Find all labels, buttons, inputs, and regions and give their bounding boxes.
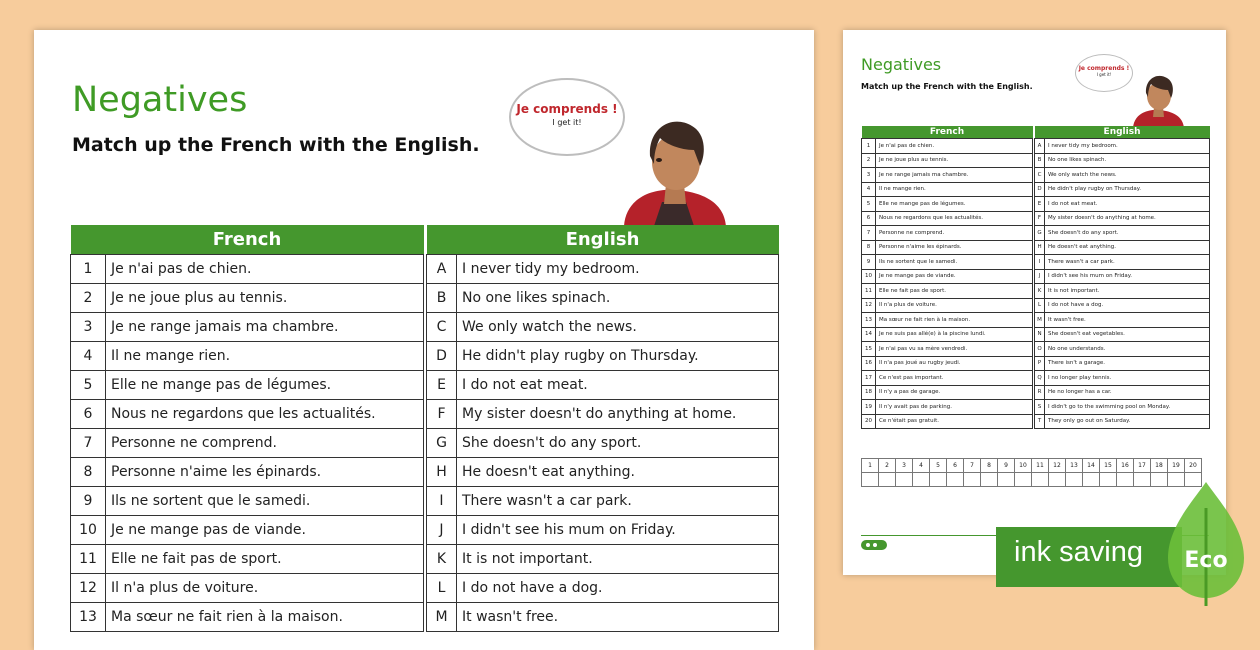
ink-saving-label: ink saving — [1014, 536, 1143, 568]
worksheet-preview-large — [34, 30, 814, 650]
thumbnail-student-illustration — [1128, 70, 1188, 128]
publisher-logo-icon — [861, 538, 891, 552]
table-row: 17 Ce n'est pas important. Q I no longer play tennis. — [862, 371, 1210, 386]
table-row: 10 Je ne mange pas de viande. J I didn't see his mum on Friday. — [71, 516, 779, 545]
thumbnail-title: Negatives — [861, 55, 942, 74]
eco-label: Eco — [1184, 548, 1228, 573]
french-column-header: French — [71, 225, 424, 255]
thumbnail-instructions: Match up the French with the English. — [861, 82, 1033, 91]
table-row: 3 Je ne range jamais ma chambre. C We only watch the news. — [71, 313, 779, 342]
table-row: 4 Il ne mange rien. D He didn't play rugby on Thursday. — [71, 342, 779, 371]
table-row: 19 Il n'y avait pas de parking. S I didn't go to the swimming pool on Monday. — [862, 400, 1210, 415]
table-row: 9 Ils ne sortent que le samedi. I There wasn't a car park. — [71, 487, 779, 516]
worksheet-instructions: Match up the French with the English. — [72, 134, 480, 156]
table-row: 15 Je n'ai pas vu sa mère vendredi. O No one understands. — [862, 342, 1210, 357]
eco-leaf-icon — [1158, 478, 1254, 608]
table-row: 9 Ils ne sortent que le samedi. I There wasn't a car park. — [862, 255, 1210, 270]
table-row: 18 Il n'y a pas de garage. R He no longer has a car. — [862, 385, 1210, 400]
speech-bubble-french: Je comprends ! — [516, 102, 618, 116]
table-row: 7 Personne ne comprend. G She doesn't do any sport. — [71, 429, 779, 458]
table-row: 14 Je ne suis pas allé(e) à la piscine lundi. N She doesn't eat vegetables. — [862, 327, 1210, 342]
table-row: 1 Je n'ai pas de chien. A I never tidy my bedroom. — [862, 139, 1210, 154]
table-row: 2 Je ne joue plus au tennis. B No one likes spinach. — [71, 284, 779, 313]
thumbnail-bubble-french: Je comprends ! — [1078, 65, 1130, 72]
table-row: 3 Je ne range jamais ma chambre. C We only watch the news. — [862, 168, 1210, 183]
thumbnail-bubble-english: I get it! — [1096, 72, 1112, 77]
table-row: 13 Ma sœur ne fait rien à la maison. M It wasn't free. — [71, 603, 779, 632]
thumbnail-matching-table — [861, 126, 1210, 429]
table-row: 5 Elle ne mange pas de légumes. E I do not eat meat. — [862, 197, 1210, 212]
table-row: 7 Personne ne comprend. G She doesn't do any sport. — [862, 226, 1210, 241]
table-row: 2 Je ne joue plus au tennis. B No one likes spinach. — [862, 153, 1210, 168]
table-row: 13 Ma sœur ne fait rien à la maison. M It wasn't free. — [862, 313, 1210, 328]
table-row: 10 Je ne mange pas de viande. J I didn't see his mum on Friday. — [862, 269, 1210, 284]
table-row: 6 Nous ne regardons que les actualités. F My sister doesn't do anything at home. — [71, 400, 779, 429]
table-row: 11 Elle ne fait pas de sport. K It is not important. — [71, 545, 779, 574]
table-row: 12 Il n'a plus de voiture. L I do not have a dog. — [71, 574, 779, 603]
answer-grid: 1 2 3 4 5 6 7 8 9 10 11 12 13 14 15 16 17 18 19 20 — [861, 458, 1202, 487]
student-illustration — [614, 110, 734, 226]
table-row: 5 Elle ne mange pas de légumes. E I do not eat meat. — [71, 371, 779, 400]
speech-bubble — [509, 78, 625, 156]
table-row: 1 Je n'ai pas de chien. A I never tidy my bedroom. — [71, 255, 779, 284]
table-row: 11 Elle ne fait pas de sport. K It is not important. — [862, 284, 1210, 299]
worksheet-title: Negatives — [72, 80, 248, 120]
thumbnail-french-header: French — [862, 126, 1033, 139]
table-row: 20 Ce n'était pas gratuit. T They only go out on Saturday. — [862, 414, 1210, 429]
table-row: 16 Il n'a pas joué au rugby jeudi. P There isn't a garage. — [862, 356, 1210, 371]
table-row: 4 Il ne mange rien. D He didn't play rugby on Thursday. — [862, 182, 1210, 197]
thumbnail-speech-bubble — [1075, 54, 1133, 92]
ink-saving-badge — [996, 527, 1182, 587]
thumbnail-english-header: English — [1035, 126, 1210, 139]
table-row: 12 Il n'a plus de voiture. L I do not have a dog. — [862, 298, 1210, 313]
speech-bubble-english: I get it! — [552, 118, 582, 127]
matching-table — [70, 225, 779, 632]
table-row: 6 Nous ne regardons que les actualités. F My sister doesn't do anything at home. — [862, 211, 1210, 226]
table-row: 8 Personne n'aime les épinards. H He doesn't eat anything. — [862, 240, 1210, 255]
table-row: 8 Personne n'aime les épinards. H He doesn't eat anything. — [71, 458, 779, 487]
english-column-header: English — [427, 225, 779, 255]
